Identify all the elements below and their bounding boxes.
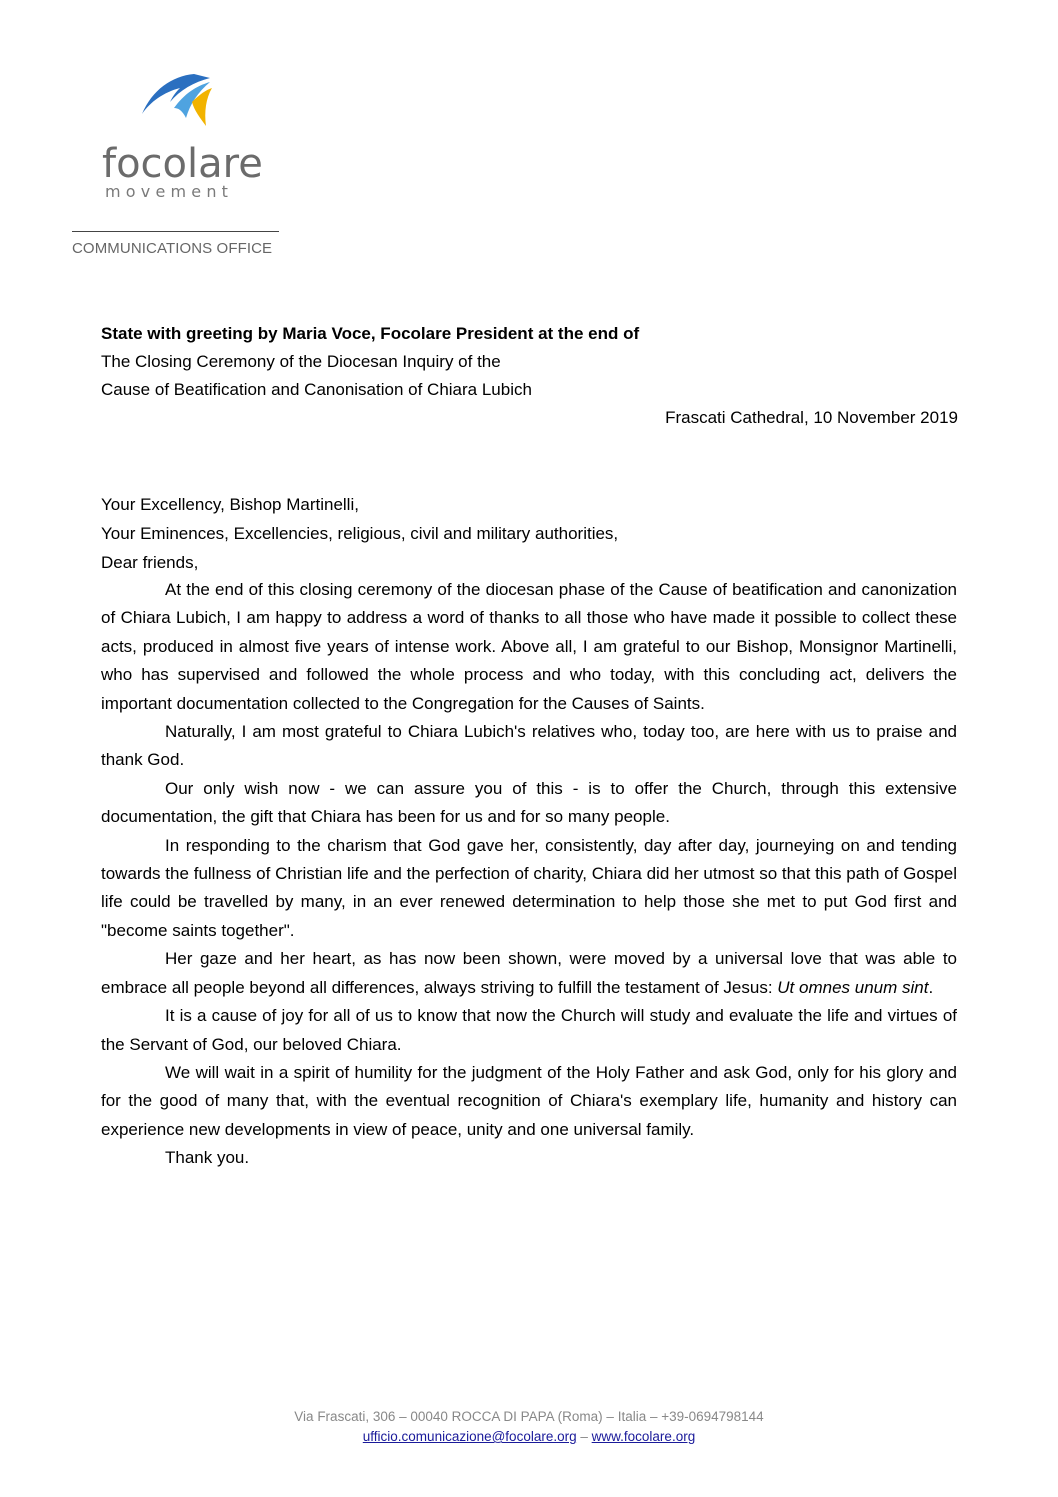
paragraph-4: In responding to the charism that God gave her, consistently, day after day, journeying on and tending towards the fullness of Christian life and the perfection of charity, Chiara did her utmost so that this path of Gospel life could be travelled by many, in an ever renewed determination to help those she met to put God first and "become saints together". — [101, 835, 957, 940]
office-label: COMMUNICATIONS OFFICE — [72, 240, 273, 257]
letter-body — [101, 576, 957, 1173]
closing-thanks: Thank you. — [165, 1148, 250, 1168]
footer — [0, 1407, 1058, 1447]
latin-quote: Ut omnes unum sint — [777, 977, 929, 997]
document-heading — [101, 320, 639, 404]
footer-address: Via Frascati, 306 – 00040 ROCCA DI PAPA (Roma) – Italia – +39-0694798144 — [294, 1409, 764, 1424]
heading-line-3: Cause of Beatification and Canonisation of Chiara Lubich — [101, 380, 532, 399]
paragraph-2: Naturally, I am most grateful to Chiara Lubich's relatives who, today too, are here with us to praise and thank God. — [101, 722, 957, 770]
heading-line-2: The Closing Ceremony of the Diocesan Inquiry of the — [101, 352, 501, 371]
brand-name: focolare — [102, 141, 263, 187]
focolare-logo-icon — [134, 68, 214, 140]
paragraph-5-text: Her gaze and her heart, as has now been shown, were moved by a universal love that was able to embrace all people beyond all differences, always striving to fulfill the testament of Jesus: — [101, 949, 957, 997]
paragraph-3: Our only wish now - we can assure you of this - is to offer the Church, through this extensive documentation, the gift that Chiara has been for us and for so many people. — [101, 778, 957, 827]
website-link[interactable]: www.focolare.org — [591, 1429, 696, 1444]
paragraph-5-end: . — [928, 977, 934, 997]
email-link[interactable]: ufficio.comunicazione@focolare.org — [362, 1429, 577, 1444]
paragraph-5 — [101, 945, 957, 1002]
footer-links — [0, 1427, 1058, 1447]
paragraph-1: At the end of this closing ceremony of the diocesan phase of the Cause of beatification and canonization of Chiara Lubich, I am happy to address a word of thanks to all those who have made it possible to collect these acts, produced in almost five years of intense work. Above all, I am grateful to our Bishop, Monsignor Martinelli, who has supervised and followed the whole process and who today, with this concluding act, delivers the important documentation collected to the Congregation for the Causes of Saints. — [101, 580, 957, 713]
paragraph-7: We will wait in a spirit of humility for the judgment of the Holy Father and ask God, only for his glory and for the good of many that, with the eventual recognition of Chiara's exemplary life, humanity and history can experience new developments in view of peace, unity and one universal family. — [101, 1062, 957, 1139]
place-date: Frascati Cathedral, 10 November 2019 — [665, 408, 958, 427]
heading-title: State with greeting by Maria Voce, Focolare President at the end of — [101, 324, 640, 343]
salutation-line-2: Your Eminences, Excellencies, religious, civil and military authorities, — [101, 524, 619, 543]
focolare-logo — [102, 68, 292, 208]
brand-subtitle: movement — [105, 182, 234, 201]
office-divider — [72, 231, 279, 232]
paragraph-6: It is a cause of joy for all of us to know that now the Church will study and evaluate the life and virtues of the Servant of God, our beloved Chiara. — [101, 1006, 957, 1054]
salutation-line-1: Your Excellency, Bishop Martinelli, — [101, 495, 359, 514]
footer-separator: – — [580, 1429, 588, 1444]
salutation — [101, 490, 618, 577]
salutation-line-3: Dear friends, — [101, 553, 199, 572]
